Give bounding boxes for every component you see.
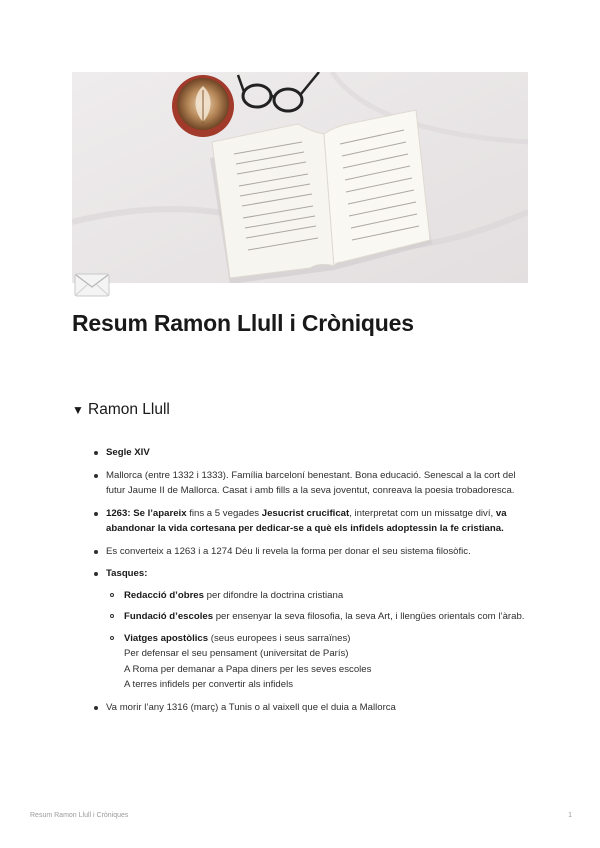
toggle-triangle-icon[interactable]: ▼ (72, 403, 84, 417)
cover-image (72, 72, 528, 283)
sublist-item (106, 631, 530, 693)
fundacio-label: Fundació d’escoles (124, 611, 214, 622)
viatges-text: (seus europees i seus sarraïnes) (208, 632, 351, 644)
mallorca-text: Mallorca (entre 1332 i 1333). Família barceloní benestant. Bona educació. Senescal a la cort del futur Jaume II de Mallorca. Casat i amb fills a la seva joventut, conreava la poesia trobadoresca. (106, 469, 516, 496)
list-item (92, 506, 530, 537)
list-item (92, 544, 530, 560)
list-item (92, 445, 530, 461)
bullet-list (92, 445, 530, 715)
missatge-text: , interpretat com un missatge diví, (349, 507, 496, 519)
footer-page-number: 1 (568, 812, 572, 819)
tasques-label: Tasques: (106, 568, 148, 579)
viatges-line: A terres infidels per convertir als infidels (124, 679, 294, 690)
toggle-ramon-llull[interactable] (72, 401, 170, 419)
page-title: Resum Ramon Llull i Cròniques (72, 310, 414, 336)
abandonar-text: va abandonar la vida cortesana per dedicar-se a què els infidels adoptessin la fe cristiana. (106, 507, 507, 534)
jesucrist-text: Jesucrist crucificat (261, 507, 350, 519)
sublist-item (106, 609, 530, 625)
mort-text: Va morir l’any 1316 (març) a Tunis o al vaixell que el duia a Mallorca (106, 701, 396, 713)
viatges-line: A Roma per demanar a Papa diners per les seves escoles (124, 663, 372, 675)
toggle-heading: Ramon Llull (88, 401, 170, 418)
list-item (92, 468, 530, 499)
converteix-text: Es converteix a 1263 i a 1274 Déu li revela la forma per donar el seu sistema filosòfic. (106, 545, 471, 557)
year-1263-label: 1263: Se l’apareix (106, 507, 187, 519)
fundacio-text: per ensenyar la seva filosofia, la seva Art, i llengües orientals com l’àrab. (213, 611, 525, 622)
redaccio-label: Redacció d’obres (124, 589, 204, 601)
tasques-sublist (106, 588, 530, 693)
viatges-label: Viatges apostòlics (124, 632, 209, 644)
segle-text: Segle XIV (106, 447, 150, 458)
year-1263-text: fins a 5 vegades (186, 507, 262, 519)
footer-doc-name: Resum Ramon Llull i Cròniques (30, 812, 129, 819)
list-item (92, 700, 530, 716)
envelope-icon (74, 270, 110, 298)
toggle-content (92, 445, 530, 722)
list-item (92, 566, 530, 693)
sublist-item (106, 588, 530, 604)
viatges-line: Per defensar el seu pensament (universitat de París) (124, 648, 349, 659)
redaccio-text: per difondre la doctrina cristiana (203, 589, 344, 601)
